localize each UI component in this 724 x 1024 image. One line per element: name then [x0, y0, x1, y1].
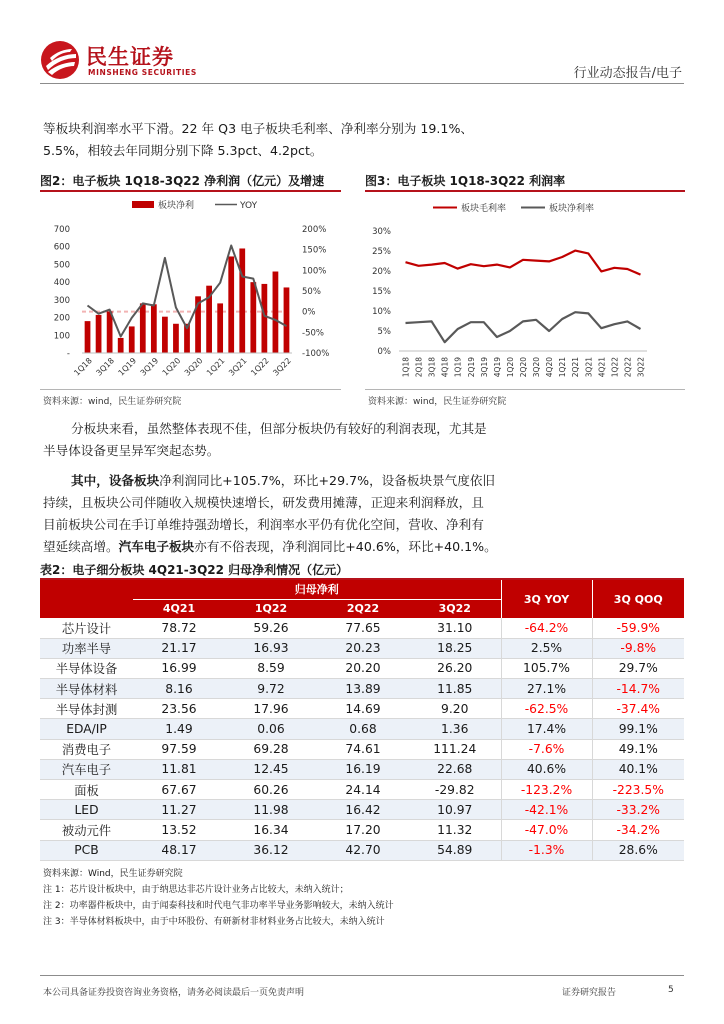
bar-net-profit	[107, 311, 113, 353]
left-axis-tick-label: 300	[53, 295, 70, 306]
qoq-cell: 28.6%	[592, 840, 684, 860]
row-name-cell: 半导体封测	[40, 699, 133, 719]
x-axis-tick-label: 1Q21	[204, 356, 227, 378]
bar-net-profit	[239, 248, 245, 353]
value-cell: 78.72	[133, 618, 225, 638]
left-axis-tick-label: 400	[53, 278, 70, 289]
bar-net-profit	[129, 326, 135, 353]
value-cell: 17.96	[225, 699, 317, 719]
x-axis-tick-label: 1Q21	[558, 357, 568, 378]
table-corner-cell-2	[40, 599, 133, 618]
x-axis-tick-label: 3Q21	[227, 356, 249, 378]
header-col-0: 4Q21	[133, 599, 225, 618]
x-axis-tick-label: 3Q20	[182, 356, 205, 378]
paragraph-3-line-1: 其中，设备板块净利润同比+105.7%，环比+29.7%，设备板块景气度依旧	[71, 473, 496, 488]
qoq-cell: 49.1%	[592, 739, 684, 759]
value-cell: 54.89	[409, 840, 501, 860]
x-axis-tick-label: 3Q19	[479, 357, 489, 378]
yoy-cell: 27.1%	[501, 679, 592, 699]
bar-net-profit	[284, 287, 290, 353]
yoy-cell: 17.4%	[501, 719, 592, 739]
yoy-cell: -64.2%	[501, 618, 592, 638]
report-type: 行业动态报告/电子	[573, 66, 682, 81]
value-cell: 59.26	[225, 618, 317, 638]
segment-profit-table	[40, 580, 684, 861]
row-name-cell: LED	[40, 800, 133, 820]
value-cell: 31.10	[409, 618, 501, 638]
value-cell: 0.68	[317, 719, 409, 739]
value-cell: 0.06	[225, 719, 317, 739]
paragraph-2-line-1: 分板块来看，虽然整体表现不佳，但部分板块仍有较好的利润表现，尤其是	[71, 421, 487, 436]
table-source: 资料来源：Wind，民生证券研究院	[43, 869, 183, 879]
x-axis-tick-label: 4Q18	[440, 357, 450, 378]
header-col-3: 3Q22	[409, 599, 501, 618]
value-cell: 60.26	[225, 780, 317, 800]
right-axis-tick-label: -100%	[302, 349, 330, 359]
value-cell: 67.67	[133, 780, 225, 800]
table-row	[40, 759, 684, 779]
series-line-gross-margin	[406, 251, 641, 275]
header-col-1: 1Q22	[225, 599, 317, 618]
value-cell: 8.59	[225, 658, 317, 678]
yoy-cell: -42.1%	[501, 800, 592, 820]
table-row	[40, 638, 684, 658]
value-cell: 11.98	[225, 800, 317, 820]
table-row	[40, 780, 684, 800]
qoq-cell: -9.8%	[592, 638, 684, 658]
value-cell: 97.59	[133, 739, 225, 759]
yoy-cell: -62.5%	[501, 699, 592, 719]
bar-net-profit	[118, 338, 124, 353]
x-axis-tick-label: 1Q20	[160, 356, 183, 378]
table-row	[40, 679, 684, 699]
right-axis-tick-label: 0%	[302, 307, 316, 318]
logo-chinese-name: 民生证券	[86, 45, 174, 69]
profit-margin-chart	[365, 192, 685, 388]
value-cell: 9.72	[225, 679, 317, 699]
x-axis-tick-label: 1Q22	[610, 357, 620, 378]
paragraph-3-line-2: 持续，且板块公司伴随收入规模快速增长，研发费用摊薄，正迎来利润释放，且	[43, 495, 484, 510]
x-axis-tick-label: 1Q18	[401, 357, 411, 378]
row-name-cell: 面板	[40, 780, 133, 800]
y-axis-tick-label: 30%	[372, 227, 391, 237]
value-cell: 77.65	[317, 618, 409, 638]
value-cell: 26.20	[409, 658, 501, 678]
paragraph-3-line-3: 目前板块公司在手订单维持强劲增长，利润率水平仍有优化空间，营收、净利有	[43, 517, 484, 532]
right-axis-tick-label: 150%	[302, 245, 327, 256]
table-row	[40, 739, 684, 759]
row-name-cell: 功率半导	[40, 638, 133, 658]
table-2-title: 表2：电子细分板块 4Q21-3Q22 归母净利情况（亿元）	[40, 563, 349, 577]
x-axis-tick-label: 1Q18	[72, 356, 94, 378]
footer-disclaimer: 本公司具备证券投资咨询业务资格，请务必阅读最后一页免责声明	[43, 988, 305, 998]
table-note-2: 注 2：功率器件板块中，由于闻泰科技和时代电气非功率半导业务影响较大，未纳入统计	[43, 901, 394, 911]
net-profit-chart	[40, 192, 345, 388]
value-cell: 23.56	[133, 699, 225, 719]
right-axis-tick-label: 200%	[302, 225, 327, 235]
x-axis-tick-label: 4Q21	[597, 357, 607, 378]
paragraph-3-line-4: 望延续高增。汽车电子板块亦有不俗表现，净利润同比+40.6%，环比+40.1%。	[43, 539, 497, 554]
value-cell: 69.28	[225, 739, 317, 759]
qoq-cell: -223.5%	[592, 780, 684, 800]
legend-label-net-margin: 板块净利率	[549, 204, 595, 214]
qoq-cell: -37.4%	[592, 699, 684, 719]
qoq-cell: 99.1%	[592, 719, 684, 739]
bar-net-profit	[151, 304, 157, 353]
qoq-cell: 29.7%	[592, 658, 684, 678]
y-axis-tick-label: 15%	[372, 287, 391, 297]
x-axis-tick-label: 4Q20	[545, 357, 555, 378]
value-cell: 16.93	[225, 638, 317, 658]
yoy-cell: 105.7%	[501, 658, 592, 678]
value-cell: -29.82	[409, 780, 501, 800]
qoq-cell: -59.9%	[592, 618, 684, 638]
value-cell: 16.19	[317, 759, 409, 779]
legend-label-yoy: YOY	[240, 201, 258, 211]
legend-label-gross-margin: 板块毛利率	[461, 204, 507, 214]
value-cell: 14.69	[317, 699, 409, 719]
qoq-cell: -34.2%	[592, 820, 684, 840]
table-note-1: 注 1：芯片设计板块中，由于纳思达非芯片设计业务占比较大，未纳入统计；	[43, 885, 349, 895]
x-axis-tick-label: 2Q19	[466, 357, 476, 378]
value-cell: 1.49	[133, 719, 225, 739]
table-row	[40, 840, 684, 860]
value-cell: 21.17	[133, 638, 225, 658]
bar-net-profit	[140, 303, 146, 353]
value-cell: 20.20	[317, 658, 409, 678]
y-axis-tick-label: 0%	[377, 347, 391, 357]
y-axis-tick-label: 25%	[372, 247, 391, 257]
value-cell: 11.85	[409, 679, 501, 699]
figure-3-source: 资料来源：wind，民生证券研究院	[368, 397, 507, 407]
right-axis-tick-label: 50%	[302, 287, 321, 297]
table-row	[40, 699, 684, 719]
x-axis-tick-label: 2Q20	[519, 357, 528, 378]
bar-net-profit	[85, 321, 91, 353]
yoy-cell: 2.5%	[501, 638, 592, 658]
x-axis-tick-label: 1Q20	[505, 357, 515, 378]
x-axis-tick-label: 3Q19	[138, 356, 161, 378]
bar-net-profit	[217, 303, 223, 353]
row-name-cell: 半导体材料	[40, 679, 133, 699]
x-axis-tick-label: 4Q19	[492, 357, 502, 378]
value-cell: 9.20	[409, 699, 501, 719]
group-header-net-profit: 归母净利	[133, 580, 501, 599]
table-row	[40, 820, 684, 840]
x-axis-tick-label: 2Q21	[571, 357, 581, 378]
y-axis-tick-label: 20%	[372, 267, 391, 277]
value-cell: 13.52	[133, 820, 225, 840]
qoq-cell: -14.7%	[592, 679, 684, 699]
yoy-cell: -123.2%	[501, 780, 592, 800]
paragraph-1-line-2: 5.5%，相较去年同期分别下降 5.3pct、4.2pct。	[43, 143, 323, 158]
table-note-3: 注 3：半导体材料板块中，由于中环股份、有研新材非材料业务占比较大，未纳入统计	[43, 917, 385, 927]
x-axis-tick-label: 3Q21	[584, 357, 594, 378]
yoy-cell: -1.3%	[501, 840, 592, 860]
table-row	[40, 658, 684, 678]
header-3q-yoy: 3Q YOY	[501, 580, 592, 618]
series-line-yoy	[88, 246, 287, 337]
paragraph-2-line-2: 半导体设备更呈异军突起态势。	[43, 443, 220, 458]
left-axis-tick-label: 500	[53, 260, 70, 271]
row-name-cell: 芯片设计	[40, 618, 133, 638]
value-cell: 20.23	[317, 638, 409, 658]
value-cell: 48.17	[133, 840, 225, 860]
value-cell: 111.24	[409, 739, 501, 759]
value-cell: 8.16	[133, 679, 225, 699]
value-cell: 11.32	[409, 820, 501, 840]
x-axis-tick-label: 2Q18	[414, 357, 424, 378]
header-3q-qoq: 3Q QOQ	[592, 580, 684, 618]
series-line-net-margin	[406, 312, 641, 342]
value-cell: 17.20	[317, 820, 409, 840]
bar-net-profit	[261, 284, 267, 353]
qoq-cell: 40.1%	[592, 759, 684, 779]
figure-3-bottom-rule	[365, 389, 685, 390]
bar-net-profit	[173, 324, 179, 353]
right-axis-tick-label: -50%	[302, 328, 324, 339]
value-cell: 22.68	[409, 759, 501, 779]
bar-net-profit	[96, 315, 102, 353]
paragraph-1-line-1: 等板块利润率水平下滑。22 年 Q3 电子板块毛利率、净利率分别为 19.1%、	[43, 121, 474, 136]
figure-3-title: 图3：电子板块 1Q18-3Q22 利润率	[365, 174, 566, 188]
footer-divider	[40, 975, 684, 976]
row-name-cell: PCB	[40, 840, 133, 860]
value-cell: 74.61	[317, 739, 409, 759]
row-name-cell: 被动元件	[40, 820, 133, 840]
figure-2-source: 资料来源：wind，民生证券研究院	[43, 397, 182, 407]
y-axis-tick-label: 5%	[377, 327, 391, 337]
x-axis-tick-label: 3Q22	[271, 356, 293, 378]
table-corner-cell	[40, 580, 133, 599]
left-axis-tick-label: -	[66, 349, 70, 359]
yoy-cell: -47.0%	[501, 820, 592, 840]
x-axis-tick-label: 3Q20	[532, 357, 542, 378]
left-axis-tick-label: 700	[53, 225, 70, 235]
row-name-cell: 汽车电子	[40, 759, 133, 779]
bar-net-profit	[273, 272, 279, 353]
value-cell: 16.99	[133, 658, 225, 678]
value-cell: 36.12	[225, 840, 317, 860]
value-cell: 16.34	[225, 820, 317, 840]
yoy-cell: -7.6%	[501, 739, 592, 759]
row-name-cell: 消费电子	[40, 739, 133, 759]
x-axis-tick-label: 1Q22	[249, 356, 271, 378]
legend-label-net-profit: 板块净利	[158, 201, 195, 211]
value-cell: 10.97	[409, 800, 501, 820]
figure-2-title: 图2：电子板块 1Q18-3Q22 净利润（亿元）及增速	[40, 174, 325, 188]
value-cell: 42.70	[317, 840, 409, 860]
page-number: 5	[668, 985, 674, 995]
table-row	[40, 618, 684, 638]
value-cell: 16.42	[317, 800, 409, 820]
logo-english-name: MINSHENG SECURITIES	[88, 68, 197, 77]
header-col-2: 2Q22	[317, 599, 409, 618]
header-divider	[40, 83, 684, 84]
value-cell: 24.14	[317, 780, 409, 800]
value-cell: 11.27	[133, 800, 225, 820]
x-axis-tick-label: 3Q22	[636, 357, 646, 378]
x-axis-tick-label: 3Q18	[94, 356, 117, 378]
x-axis-tick-label: 1Q19	[453, 357, 463, 378]
table-row	[40, 800, 684, 820]
value-cell: 1.36	[409, 719, 501, 739]
y-axis-tick-label: 10%	[372, 307, 391, 317]
right-axis-tick-label: 100%	[302, 266, 327, 277]
footer-label: 证券研究报告	[562, 988, 617, 998]
row-name-cell: 半导体设备	[40, 658, 133, 678]
bar-net-profit	[162, 317, 168, 353]
value-cell: 11.81	[133, 759, 225, 779]
qoq-cell: -33.2%	[592, 800, 684, 820]
bar-net-profit	[228, 256, 234, 353]
value-cell: 13.89	[317, 679, 409, 699]
minsheng-logo-icon	[40, 40, 80, 80]
row-name-cell: EDA/IP	[40, 719, 133, 739]
figure-2-bottom-rule	[40, 389, 341, 390]
x-axis-tick-label: 3Q18	[427, 357, 437, 378]
value-cell: 18.25	[409, 638, 501, 658]
left-axis-tick-label: 200	[53, 313, 70, 324]
left-axis-tick-label: 100	[53, 331, 70, 342]
yoy-cell: 40.6%	[501, 759, 592, 779]
value-cell: 12.45	[225, 759, 317, 779]
x-axis-tick-label: 1Q19	[116, 356, 139, 378]
left-axis-tick-label: 600	[53, 242, 70, 253]
bar-net-profit	[250, 282, 256, 353]
table-row	[40, 719, 684, 739]
legend-swatch-net-profit	[132, 201, 154, 208]
x-axis-tick-label: 2Q22	[623, 357, 633, 378]
